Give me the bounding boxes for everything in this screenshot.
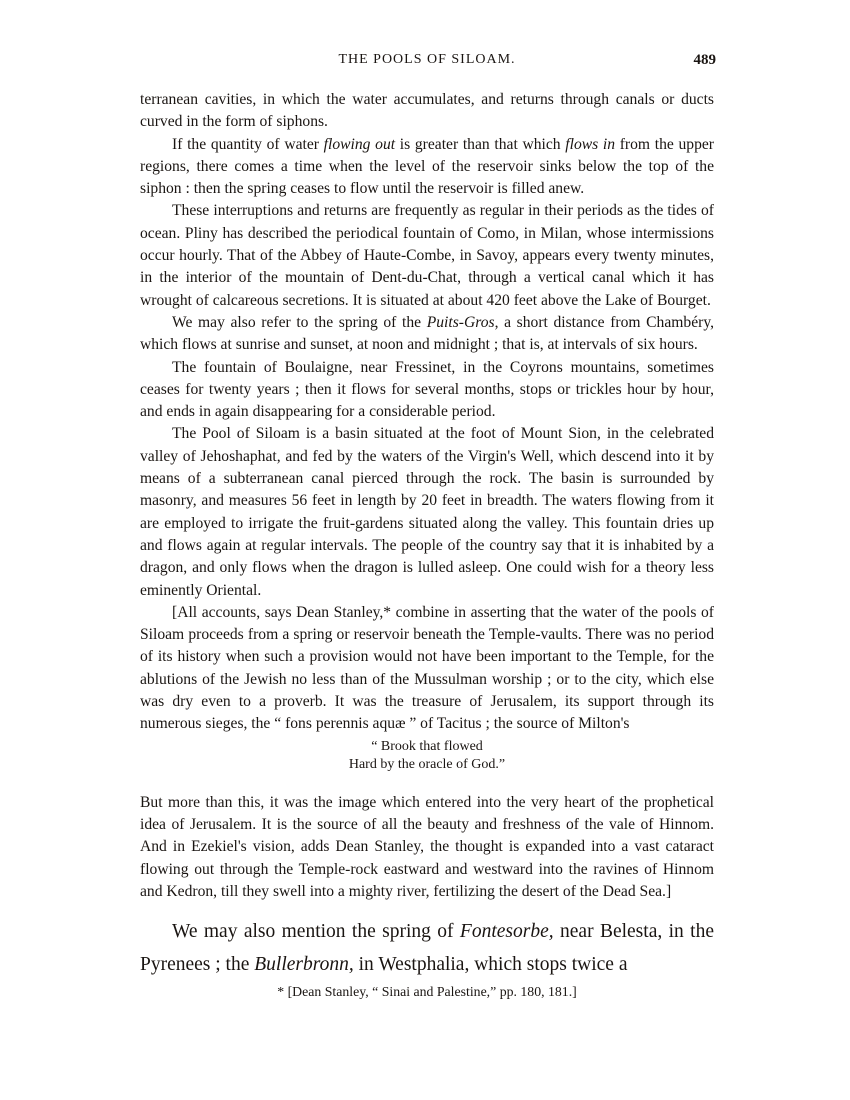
running-head: THE POOLS OF SILOAM. — [338, 52, 516, 67]
paragraph-interruptions: These interruptions and returns are frequently as regular in their periods as the tides of ocean. Pliny has described the periodical fountain of Como, in Milan, whose intermissions occur hourly. That of the Abbey of Haute-Combe, in Savoy, appears every twenty minutes, in the interior of the mountain of Dent-du-Chat, through a vertical canal which it has wrought of calcareous secretions. It is situated at about 420 feet above the Lake of Bourget. — [140, 202, 714, 309]
paragraph-puits-gros — [140, 312, 714, 357]
verse-line: “ Brook that flowed — [371, 738, 483, 754]
paragraph-text: , a short distance from Chambéry, which flows at sunrise and sunset, at noon and midnight ; that is, at intervals of six hours. — [140, 313, 714, 354]
italic-phrase: flowing out — [323, 135, 396, 153]
italic-phrase: flows in — [565, 135, 616, 153]
paragraph-siphon — [140, 134, 714, 201]
verse-quote — [140, 738, 714, 774]
verse-line: Hard by the oracle of God.” — [348, 756, 506, 772]
paragraph-text: If the quantity of water — [172, 135, 324, 153]
paragraph-pool-of-siloam: The Pool of Siloam is a basin situated at the foot of Mount Sion, in the celebrated valley of Jehoshaphat, and fed by the waters of the Virgin's Well, which descend into it by means of a subterranean canal pierced through the rock. The basin is surrounded by masonry, and measures 56 feet in length by 20 feet in breadth. The waters flowing from it are employed to irrigate the fruit-gardens situated along the valley. This fountain dries up and flows again at regular intervals. The people of the country say that it is inhabited by a dragon, and only flows when the dragon is lulled asleep. One could wish for a theory less eminently Oriental. — [140, 425, 714, 599]
paragraph-text: is greater than that which — [395, 135, 566, 153]
paragraph-text: We may also refer to the spring of the — [172, 313, 427, 331]
paragraph-text: in Westphalia, which stops twice a — [353, 954, 628, 976]
paragraph-text: We may also mention the spring of — [172, 921, 460, 943]
page-header — [140, 52, 714, 74]
paragraph-text: near Belesta, in the Pyrenees ; the — [140, 921, 714, 976]
page-body — [140, 89, 714, 1001]
italic-phrase: Fontesorbe, — [459, 921, 554, 943]
footnote: * [Dean Stanley, “ Sinai and Palestine,” pp. 180, 181.] — [277, 984, 577, 1000]
paragraph-dean-stanley: [All accounts, says Dean Stanley,* combine in asserting that the water of the pools of Siloam proceeds from a spring or reservoir beneath the Temple-vaults. There was no period of its history when such a provision would not have been important to the Temple, for the ablutions of the Jewish no less than of the Mussulman worship ; or to the city, which else was dry even to a proverb. It was the treasure of Jerusalem, its support through its numerous sieges, the “ fons perennis aquæ ” of Tacitus ; the source of Milton's — [140, 603, 714, 733]
italic-phrase: Bullerbronn, — [254, 954, 354, 976]
paragraph-fontesorbe — [140, 915, 714, 981]
paragraph-continuation: terranean cavities, in which the water accumulates, and returns through canals or ducts curved in the form of siphons. — [140, 91, 714, 131]
paragraph-ezekiel: But more than this, it was the image which entered into the very heart of the prophetical idea of Jerusalem. It is the source of all the beauty and freshness of the vale of Hinnom. And in Ezekiel's vision, adds Dean Stanley, the thought is expanded into a vast cataract flowing out through the Temple-rock eastward and westward into the ravines of Hinnom and Kedron, till they swell into a mighty river, fertilizing the desert of the Dead Sea.] — [140, 793, 714, 900]
italic-phrase: Puits-Gros — [426, 313, 495, 331]
page-number: 489 — [693, 52, 716, 68]
paragraph-boulaigne: The fountain of Boulaigne, near Fressinet, in the Coyrons mountains, sometimes ceases for twenty years ; then it flows for several months, stops or trickles hour by hour, and ends in again disappearing for a considerable period. — [140, 358, 714, 421]
paragraph-text: from the upper regions, there comes a time when the level of the reservoir sinks below the top of the siphon : then the spring ceases to flow until the reservoir is filled anew. — [140, 135, 715, 198]
